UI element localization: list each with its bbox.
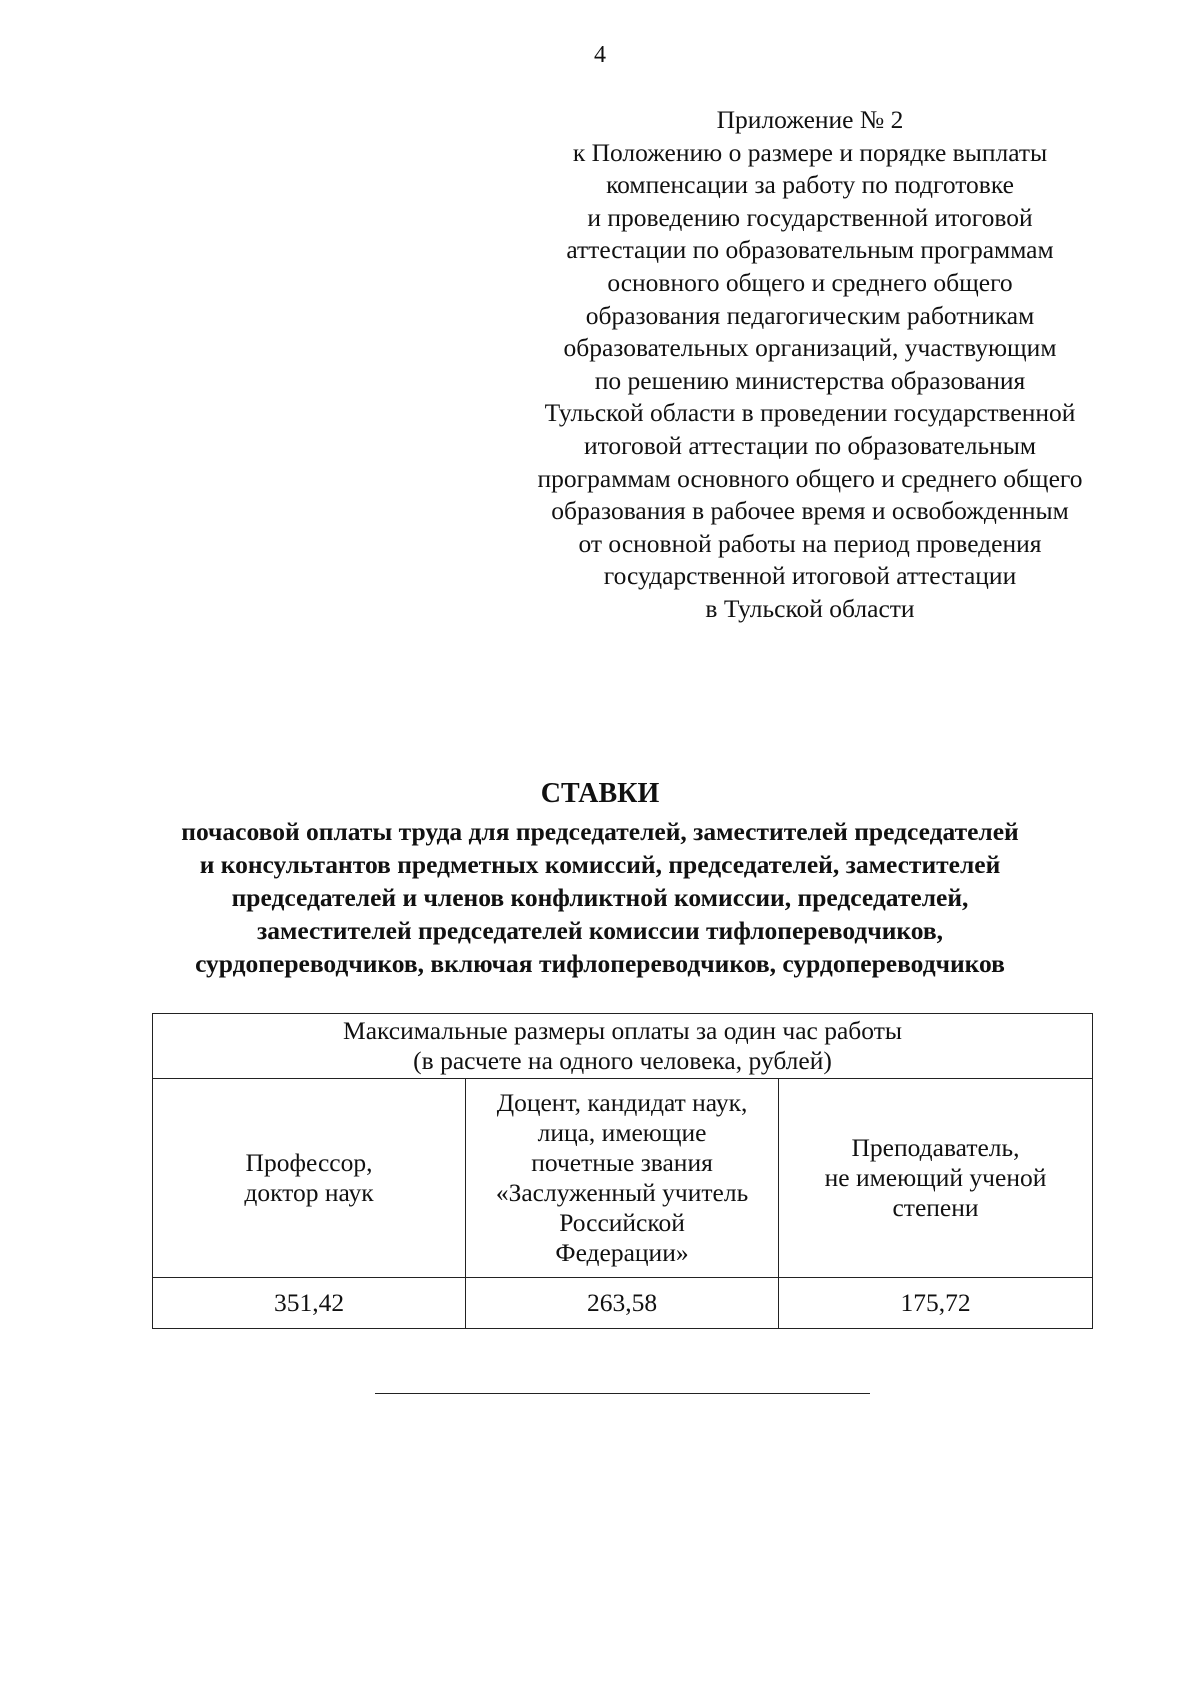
document-heading xyxy=(0,775,1200,980)
subtitle-line: заместителей председателей комиссии тифлопереводчиков, xyxy=(256,916,944,945)
value-professor: 351,42 xyxy=(153,1278,466,1329)
page-number: 4 xyxy=(594,42,606,68)
appendix-line: Приложение № 2 xyxy=(716,105,904,134)
subtitle-line: и консультантов предметных комиссий, председателей, заместителей xyxy=(199,850,1001,879)
appendix-line: к Положению о размере и порядке выплаты xyxy=(572,137,1048,167)
category-line: Российской xyxy=(559,1208,685,1237)
appendix-line: программам основного общего и среднего общего xyxy=(537,463,1083,493)
category-line: «Заслуженный учитель xyxy=(495,1178,749,1207)
category-teacher xyxy=(779,1079,1093,1278)
category-line: Преподаватель, xyxy=(851,1133,1020,1162)
table-header-cell xyxy=(153,1014,1093,1079)
rates-table xyxy=(152,1013,1093,1329)
appendix-line: основного общего и среднего общего xyxy=(607,267,1013,297)
category-line: Профессор, xyxy=(245,1148,373,1177)
appendix-line: образовательных организаций, участвующим xyxy=(563,333,1057,363)
document-subtitle xyxy=(0,815,1200,980)
appendix-line: аттестации по образовательным программам xyxy=(566,235,1054,265)
header-line: (в расчете на одного человека, рублей) xyxy=(413,1046,832,1075)
category-line: почетные звания xyxy=(531,1148,713,1177)
table-category-row xyxy=(153,1079,1093,1278)
category-line: доктор наук xyxy=(244,1178,374,1207)
appendix-line: итоговой аттестации по образовательным xyxy=(583,430,1037,460)
appendix-line: в Тульской области xyxy=(705,593,915,623)
category-line: Доцент, кандидат наук, xyxy=(496,1088,748,1117)
category-line: степени xyxy=(892,1193,979,1222)
value-teacher: 175,72 xyxy=(779,1278,1093,1329)
appendix-line: по решению министерства образования xyxy=(594,365,1026,395)
document-title: СТАВКИ xyxy=(540,778,660,809)
appendix-line: образования в рабочее время и освобожденным xyxy=(551,496,1069,526)
appendix-line: Тульской области в проведении государственной xyxy=(544,398,1076,428)
table-values-row xyxy=(153,1278,1093,1329)
table-header-row xyxy=(153,1014,1093,1079)
subtitle-line: председателей и членов конфликтной комиссии, председателей, xyxy=(231,883,969,912)
category-line: не имеющий ученой xyxy=(824,1163,1047,1192)
category-line: лица, имеющие xyxy=(537,1118,707,1147)
category-professor xyxy=(153,1079,466,1278)
category-line: Федерации» xyxy=(555,1238,689,1267)
subtitle-line: почасовой оплаты труда для председателей, заместителей председателей xyxy=(181,817,1019,846)
appendix-line: государственной итоговой аттестации xyxy=(603,561,1017,591)
value-docent: 263,58 xyxy=(466,1278,779,1329)
appendix-line: компенсации за работу по подготовке xyxy=(606,170,1014,200)
category-docent xyxy=(466,1079,779,1278)
appendix-reference xyxy=(500,104,1120,626)
appendix-line: образования педагогическим работникам xyxy=(585,300,1035,330)
closing-rule xyxy=(375,1393,870,1394)
appendix-line: от основной работы на период проведения xyxy=(578,528,1042,558)
subtitle-line: сурдопереводчиков, включая тифлопереводчиков, сурдопереводчиков xyxy=(195,949,1005,978)
header-line: Максимальные размеры оплаты за один час работы xyxy=(343,1016,902,1045)
appendix-line: и проведению государственной итоговой xyxy=(587,202,1033,232)
